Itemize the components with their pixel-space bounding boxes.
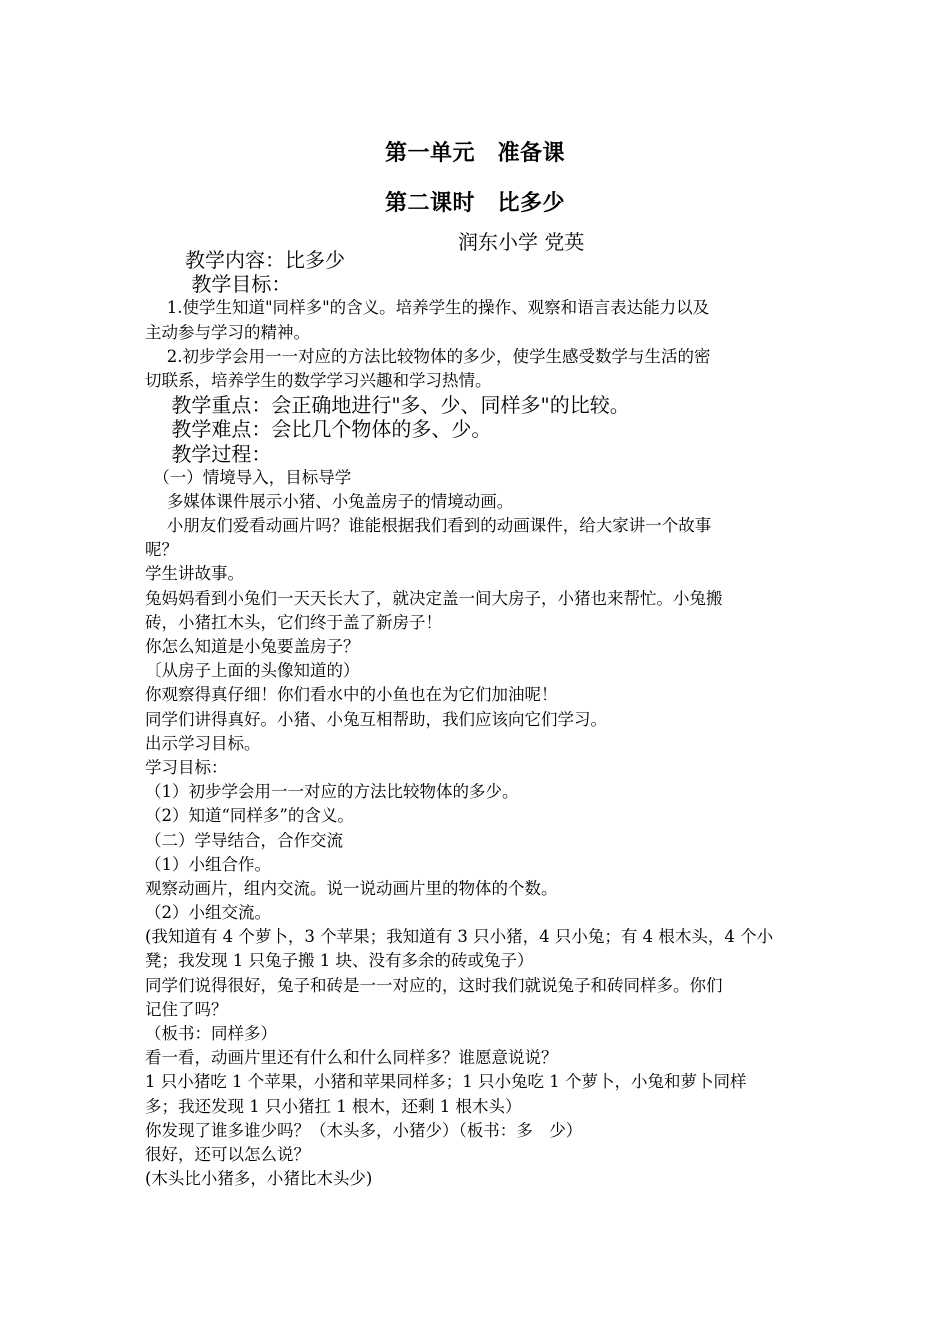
- paragraph-line: (我知道有 4 个萝卜，3 个苹果；我知道有 3 只小猪，4 只小兔；有 4 根木头，4 个小: [145, 927, 774, 947]
- paragraph-line: 多；我还发现 1 只小猪扛 1 根木，还剩 1 根木头）: [145, 1096, 522, 1116]
- paragraph-line: (木头比小猪多，小猪比木头少): [145, 1169, 373, 1189]
- lesson-title: 第二课时 比多少: [384, 190, 565, 216]
- unit-title: 第一单元 准备课: [384, 140, 565, 166]
- paragraph-line: 〔从房子上面的头像知道的）: [145, 661, 360, 681]
- paragraph-line: （二）学导结合，合作交流: [145, 830, 343, 850]
- paragraph-line: 切联系，培养学生的数学学习兴趣和学习热情。: [145, 370, 492, 390]
- paragraph-line: 你怎么知道是小兔要盖房子？: [145, 637, 360, 656]
- paragraph-line: 你发现了谁多谁少吗？（木头多，小猪少）（板书：多 少）: [145, 1120, 583, 1140]
- paragraph-line: 同学们讲得真好。小猪、小兔互相帮助，我们应该向它们学习。: [145, 709, 607, 729]
- paragraph-line: 主动参与学习的精神。: [145, 322, 310, 342]
- paragraph-line: 观察动画片，组内交流。说一说动画片里的物体的个数。: [145, 878, 558, 898]
- paragraph-line: 1.使学生知道"同样多"的含义。培养学生的操作、观察和语言表达能力以及: [145, 298, 710, 318]
- paragraph-line: 你观察得真仔细！你们看水中的小鱼也在为它们加油呢！: [145, 685, 558, 705]
- paragraph-line: （2）知道“同样多”的含义。: [145, 806, 354, 826]
- paragraph-line: 2.初步学会用一一对应的方法比较物体的多少，使学生感受数学与生活的密: [145, 346, 711, 366]
- paragraph-line: （一）情境导入，目标导学: [145, 467, 352, 487]
- paragraph-line: 砖，小猪扛木头，它们终于盖了新房子！: [145, 612, 442, 632]
- paragraph-line: 教学过程：: [145, 441, 272, 466]
- paragraph-line: 呢？: [145, 540, 178, 560]
- paragraph-line: 小朋友们爱看动画片吗？谁能根据我们看到的动画课件，给大家讲一个故事: [145, 516, 712, 536]
- paragraph-line: （1）小组合作。: [145, 854, 271, 874]
- paragraph-line: （板书：同样多）: [145, 1024, 277, 1043]
- paragraph-line: 多媒体课件展示小猪、小兔盖房子的情境动画。: [145, 491, 514, 511]
- paragraph-line: 教学重点：会正确地进行"多、少、同样多"的比较。: [145, 393, 630, 418]
- paragraph-line: 记住了吗？: [145, 999, 228, 1019]
- author-line: 润东小学 党英: [458, 230, 585, 254]
- paragraph-line: 教学难点：会比几个物体的多、少。: [145, 417, 492, 442]
- paragraph-line: 看一看，动画片里还有什么和什么同样多？谁愿意说说？: [145, 1048, 558, 1068]
- paragraph-line: 出示学习目标。: [145, 733, 261, 753]
- paragraph-line: 同学们说得很好，兔子和砖是一一对应的，这时我们就说兔子和砖同样多。你们: [145, 975, 723, 995]
- paragraph-line: 1 只小猪吃 1 个苹果，小猪和苹果同样多；1 只小兔吃 1 个萝卜，小兔和萝卜同样: [145, 1072, 747, 1092]
- paragraph-line: 凳；我发现 1 只兔子搬 1 块、没有多余的砖或兔子）: [145, 951, 534, 971]
- paragraph-line: 很好，还可以怎么说？: [145, 1144, 310, 1164]
- paragraph-line: 学习目标：: [145, 757, 228, 777]
- paragraph-line: 兔妈妈看到小兔们一天天长大了，就决定盖一间大房子，小猪也来帮忙。小兔搬: [145, 588, 723, 608]
- paragraph-line: （1）初步学会用一一对应的方法比较物体的多少。: [145, 782, 519, 802]
- paragraph-line: 学生讲故事。: [145, 564, 244, 584]
- lesson-body: [145, 248, 810, 1191]
- paragraph-line: 教学目标：: [145, 272, 292, 297]
- paragraph-line: （2）小组交流。: [145, 903, 271, 923]
- paragraph-line: 教学内容：比多少: [145, 248, 345, 272]
